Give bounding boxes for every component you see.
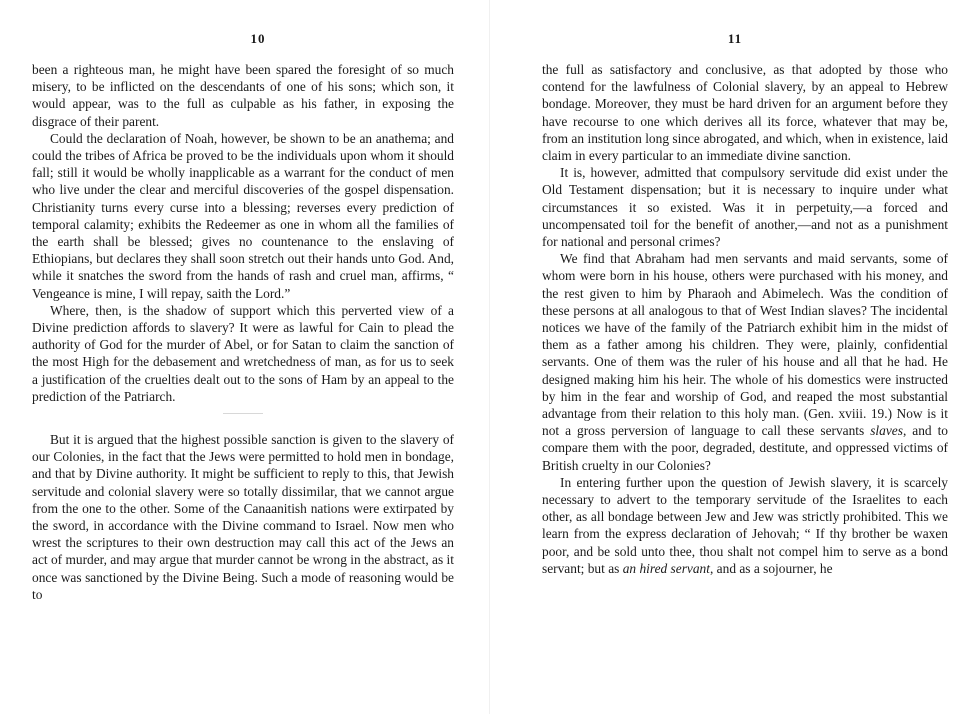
paragraph: Could the declaration of Noah, however, be shown to be an anathema; and could the tribes of Africa be proved to be the individuals upon whom it should fall; still it would be wholly inapplicable as a warrant for the conduct of men who live under the clear and merciful discoveries of the gospel dispensation. Christianity turns every curse into a blessing; reverses every prediction of temporal calamity; exhibits the Redeemer as one in whom all the families of the earth shall be blessed; gives no countenance to the enslaving of Ethiopians, but declares they shall soon stretch out their hands unto God. And, while it snatches the sword from the hands of rash and cruel man, affirms, “ Vengeance is mine, I will repay, saith the Lord.” — [32, 130, 454, 301]
paragraph-text: , and as a sojourner, he — [709, 560, 833, 576]
page-body — [32, 61, 454, 603]
italic-term: slaves — [870, 423, 903, 439]
paragraph: been a righteous man, he might have been spared the foresight of so much misery, to be inflicted on the descendants of one of his sons; which son, it would appear, was to the full as culpable as his father, in exposing the disgrace of their parent. — [32, 62, 454, 129]
paragraph — [542, 474, 948, 577]
page-number: 11 — [727, 31, 743, 46]
paragraph: But it is argued that the highest possible sanction is given to the slavery of our Colonies, in the fact that the Jews were permitted to hold men in bondage, and that by Divine authority. It might be sufficient to reply to this, that Jewish servitude and colonial slavery were so totally dissimilar, that we cannot argue from the one to the other. Some of the Canaanitish nations were extirpated by the sword, in accordance with the Divine command to Israel. Now men who wrest the scriptures to their own destruction may call this act of the Jews an act of murder, and may argue that murder cannot be wrong in the abstract, as it once was sanctioned by the Divine Being. Such a mode of reasoning would be to — [32, 432, 454, 602]
paragraph: Where, then, is the shadow of support which this perverted view of a Divine prediction affords to slavery? It were as lawful for Cain to plead the authority of God for the murder of Abel, or for Satan to claim the sanction of the most High for the debasement and wretchedness of man, as for us to seek a justification of the cruelties dealt out to the sons of Ham by an appeal to the prediction of the Patriarch. — [32, 302, 454, 404]
section-divider — [223, 413, 263, 414]
paragraph: It is, however, admitted that compulsory servitude did exist under the Old Testament dispensation; but it is necessary to inquire under what circumstances it so existed. Was it in perpetuity,—a forced and uncompensated toil for the benefit of another,—and not as a punishment for national and personal crimes? — [542, 165, 948, 250]
paragraph — [542, 250, 948, 474]
paragraph-text: We find that Abraham had men servants and maid servants, some of whom were born in his house, others were purchased with his money, and the rest given to him by Pharaoh and Abimelech. Was the condition of these persons at all analogous to that of West Indian slaves? The incidental notices we have of the family of the Patriarch exhibit him in the midst of them as a father among his children. They were, plainly, confidential servants. One of them was the ruler of his house and all that he had. He designed making him his heir. The whole of his domestics were instructed by him in the fear and worship of God, and reaped the most substantial advantage from their relation to this holy man. (Gen. xviii. 19.) Now is it not a gross perversion of language to call these servants — [542, 251, 948, 439]
paragraph-text: In entering further upon the question of Jewish slavery, it is scarcely necessary to advert to the temporary servitude of the Israelites to each other, as all bondage between Jew and Jew was strictly prohibited. This we learn from the express declaration of Jehovah; “ If thy brother be waxen poor, and be sold unto thee, thou shalt not compel him to serve as a bond servant; but as — [542, 474, 948, 576]
right-page — [490, 0, 980, 714]
paragraph-text: , and to compare them with the poor, degraded, destitute, and oppressed victims of British cruelty in our Colonies? — [542, 423, 948, 473]
paragraph: the full as satisfactory and conclusive, as that adopted by those who contend for the lawfulness of Colonial slavery, by an appeal to Hebrew bondage. Moreover, they must be hard driven for an argument before they have recourse to one which derives all its force, whatever that may be, from an institution long since abrogated, and which, when in existence, laid claim in every particular to an immediate divine sanction. — [542, 62, 948, 164]
page-number: 10 — [250, 31, 266, 46]
italic-term: an hired servant — [622, 560, 710, 576]
page-body — [542, 61, 948, 577]
